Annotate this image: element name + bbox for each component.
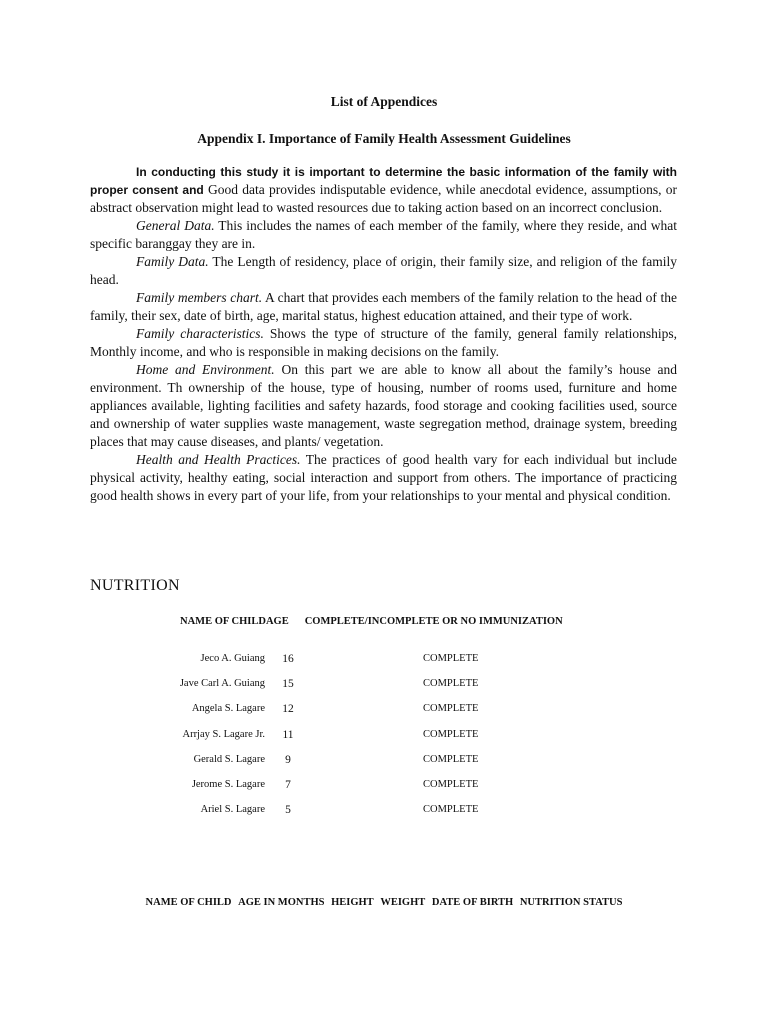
paragraph-lead: General Data. xyxy=(136,218,215,233)
child-name: Jave Carl A. Guiang xyxy=(179,678,265,690)
header-name-of-child: NAME OF CHILD xyxy=(180,616,266,627)
table-row xyxy=(0,754,768,779)
table-row xyxy=(0,779,768,804)
intro-paragraph xyxy=(90,163,677,217)
immunization-status: COMPLETE xyxy=(423,653,479,664)
appendix-heading: Appendix I. Importance of Family Health Assessment Guidelines xyxy=(197,131,571,146)
body-text xyxy=(90,163,677,505)
immunization-status: COMPLETE xyxy=(423,728,479,740)
document-title: List of Appendices xyxy=(330,94,438,109)
header-age: AGE xyxy=(265,616,289,627)
child-age: 12 xyxy=(282,703,294,716)
child-name: Jerome S. Lagare xyxy=(191,778,265,790)
paragraph-text: This includes the names of each member of the family, where they reside, and what specific baranggay they are in. xyxy=(90,218,677,251)
header-immunization-status: COMPLETE/INCOMPLETE OR NO IMMUNIZATION xyxy=(304,616,563,627)
child-age: 5 xyxy=(285,804,291,817)
nutrition-table-header xyxy=(0,897,768,908)
child-name: Angela S. Lagare xyxy=(191,703,265,715)
intro-bold-text: In conducting this study it is important to determine the basic information of the family with proper consent and xyxy=(90,165,677,197)
paragraph-health-practices xyxy=(90,451,677,505)
child-age: 9 xyxy=(285,753,291,766)
paragraph-text: On this part we are able to know all about the family’s house and environment. Th ownership of the house, type of housing, number of rooms used, furniture and home appliances available, lighting facilities and safety hazards, food storage and cooking facilities used, source and ownership of water supplies waste management, waste segregation method, drainage system, breeding places that may cause diseases, and plants/ vegetation. xyxy=(90,362,677,449)
paragraph-text: A chart that provides each members of the family relation to the head of the family, their sex, date of birth, age, marital status, highest education attained, and their type of work. xyxy=(90,290,677,323)
header-date-of-birth: DATE OF BIRTH xyxy=(431,897,514,908)
paragraph-text: The practices of good health vary for each individual but include physical activity, healthy eating, social interaction and support from others. The importance of practicing good health shows in every part of your life, from your relationships to your mental and physical condition. xyxy=(90,452,677,503)
paragraph-text: The Length of residency, place of origin, their family size, and religion of the family head. xyxy=(90,254,677,287)
child-name: Arrjay S. Lagare Jr. xyxy=(182,728,265,740)
header-nutrition-status: NUTRITION STATUS xyxy=(519,897,623,908)
child-age: 11 xyxy=(282,728,294,741)
immunization-status: COMPLETE xyxy=(423,703,479,715)
table-row xyxy=(0,678,768,703)
immunization-status: COMPLETE xyxy=(423,778,479,790)
intro-normal-text: Good data provides indisputable evidence, while anecdotal evidence, assumptions, or abstract observation might lead to wasted resources due to taking action based on an incorrect conclusion. xyxy=(90,182,677,215)
immunization-status: COMPLETE xyxy=(423,678,479,690)
paragraph-text: Shows the type of structure of the family, general family relationships, Monthly income, and who is responsible in making decisions on the family. xyxy=(90,326,677,359)
header-name-of-child: NAME OF CHILD xyxy=(145,897,232,908)
paragraph-home-environment xyxy=(90,361,677,451)
child-name: Jeco A. Guiang xyxy=(200,653,265,664)
table-row xyxy=(0,703,768,728)
table-row xyxy=(0,804,768,829)
child-age: 7 xyxy=(285,778,291,791)
table-row xyxy=(0,729,768,754)
paragraph-lead: Health and Health Practices. xyxy=(136,452,301,467)
header-age-in-months: AGE IN MONTHS xyxy=(238,897,325,908)
immunization-status: COMPLETE xyxy=(423,804,479,816)
paragraph-family-characteristics xyxy=(90,325,677,361)
child-name: Ariel S. Lagare xyxy=(200,804,265,816)
child-age: 16 xyxy=(282,653,294,665)
header-height: HEIGHT xyxy=(331,897,374,908)
paragraph-general-data xyxy=(90,217,677,253)
child-name: Gerald S. Lagare xyxy=(193,753,265,765)
paragraph-family-data xyxy=(90,253,677,289)
child-age: 15 xyxy=(282,678,294,691)
paragraph-lead: Family Data. xyxy=(136,254,209,269)
immunization-status: COMPLETE xyxy=(423,753,479,765)
paragraph-family-members-chart xyxy=(90,289,677,325)
paragraph-lead: Family members chart. xyxy=(136,290,263,305)
header-weight: WEIGHT xyxy=(380,897,426,908)
immunization-table-header xyxy=(180,616,563,627)
paragraph-lead: Family characteristics. xyxy=(136,326,264,341)
section-heading-nutrition: NUTRITION xyxy=(90,577,180,594)
immunization-table xyxy=(0,653,768,829)
table-row xyxy=(0,653,768,678)
paragraph-lead: Home and Environment. xyxy=(136,362,275,377)
